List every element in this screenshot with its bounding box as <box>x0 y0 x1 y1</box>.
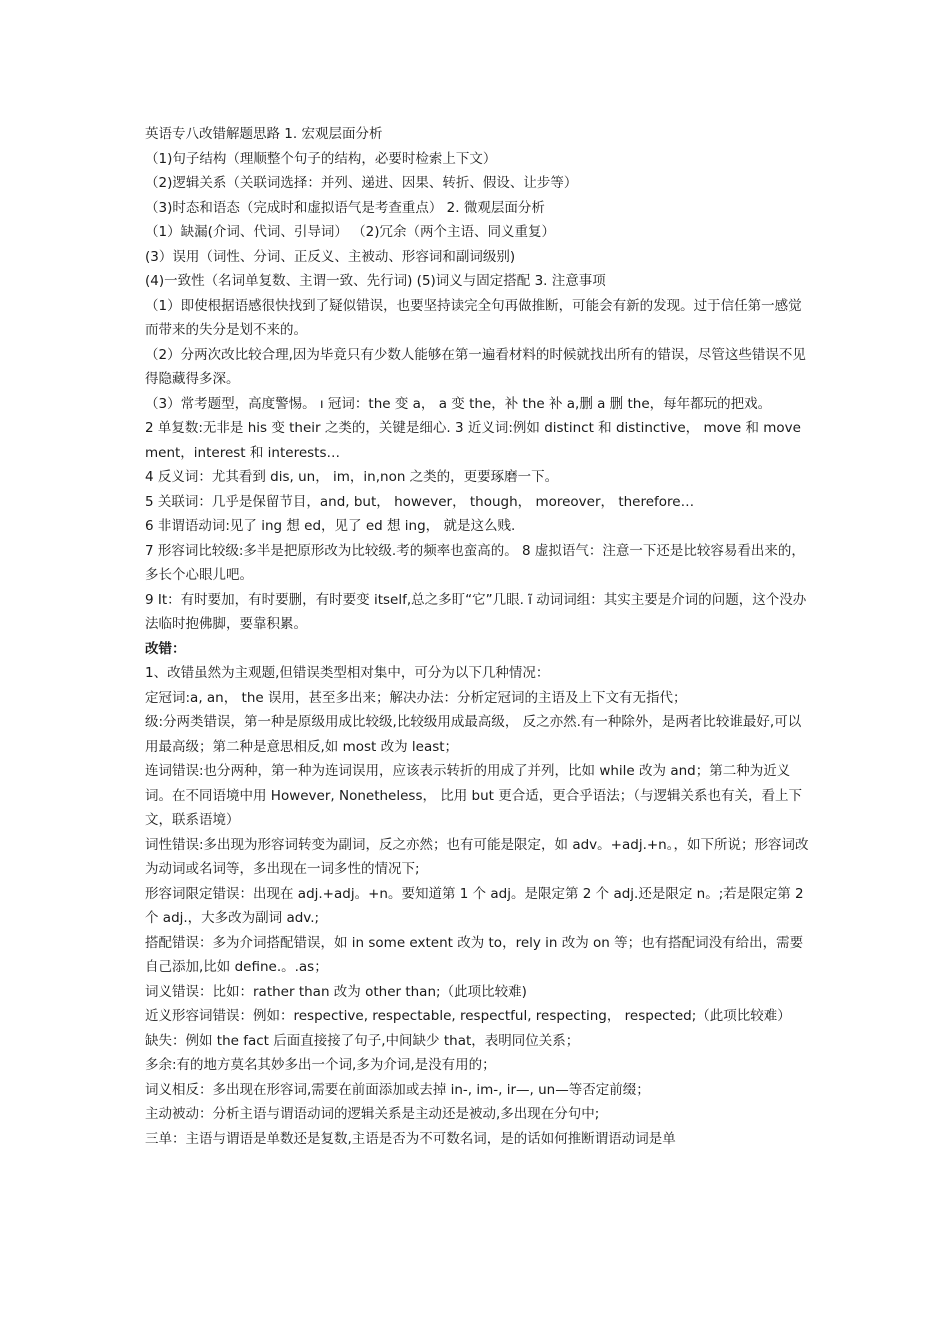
paragraph: 定冠词:a, an， the 误用，甚至多出来；解决办法：分析定冠词的主语及上下文有无指代； <box>145 689 687 706</box>
paragraph: （3）常考题型，高度警惕。 ı 冠词：the 变 a， a 变 the，补 the 补 a,删 a 删 the，每年都玩的把戏。 <box>145 395 772 412</box>
paragraph: （1）即使根据语感很快找到了疑似错误，也要坚持读完全句再做推断，可能会有新的发现。过于信任第一感觉而带来的失分是划不来的。 <box>145 297 802 338</box>
paragraph: 5 关联词：几乎是保留节目，and, but， however， though， moreover， therefore… <box>145 493 695 510</box>
paragraph: 7 形容词比较级:多半是把原形改为比较级.考的频率也蛮高的。 8 虚拟语气：注意一下还是比较容易看出来的，多长个心眼儿吧。 <box>145 542 805 583</box>
document-body <box>145 122 810 1151</box>
paragraph: 形容词限定错误：出现在 adj.+adj。+n。要知道第 1 个 adj。是限定第 2 个 adj.还是限定 n。;若是限定第 2 个 adj.，大多改为副词 adv.; <box>145 885 804 926</box>
paragraph: 缺失：例如 the fact 后面直接接了句子,中间缺少 that，表明同位关系； <box>145 1032 580 1049</box>
paragraph: 英语专八改错解题思路 1. 宏观层面分析 <box>145 126 383 142</box>
paragraph: 词义错误：比如：rather than 改为 other than;（此项比较难) <box>145 983 527 1000</box>
section-heading: 改错： <box>145 640 186 657</box>
paragraph: (3）误用（词性、分词、正反义、主被动、形容词和副词级别) <box>145 248 516 265</box>
paragraph: （1)句子结构（理顺整个句子的结构，必要时检索上下文） <box>145 150 497 167</box>
paragraph: 主动被动：分析主语与谓语动词的逻辑关系是主动还是被动,多出现在分句中; <box>145 1106 600 1122</box>
paragraph: 6 非谓语动词:见了 ing 想 ed，见了 ed 想 ing， 就是这么贱. <box>145 518 516 534</box>
paragraph: 4 反义词：尤其看到 dis, un， im，in,non 之类的，更要琢磨一下。 <box>145 469 559 485</box>
paragraph: （1）缺漏(介词、代词、引导词） （2)冗余（两个主语、同义重复） <box>145 224 556 240</box>
paragraph: 2 单复数:无非是 his 变 their 之类的，关键是细心. 3 近义词:例如 distinct 和 distinctive， move 和 movement，interest 和 interests… <box>145 420 801 461</box>
paragraph: 三单：主语与谓语是单数还是复数,主语是否为不可数名词，是的话如何推断谓语动词是单 <box>145 1130 676 1147</box>
paragraph: (4)一致性（名词单复数、主谓一致、先行词) (5)词义与固定搭配 3. 注意事项 <box>145 273 606 289</box>
paragraph: （2)逻辑关系（关联词选择：并列、递进、因果、转折、假设、让步等） <box>145 175 578 191</box>
paragraph: 级:分两类错误，第一种是原级用成比较级,比较级用成最高级， 反之亦然.有一种除外，是两者比较谁最好,可以用最高级；第二种是意思相反,如 most 改为 least； <box>145 714 802 755</box>
paragraph: （3)时态和语态（完成时和虚拟语气是考查重点） 2. 微观层面分析 <box>145 199 545 216</box>
paragraph: 9 It：有时要加，有时要删，有时要变 itself,总之多盯“它”几眼. ı̃ 动词词组：其实主要是介词的问题，这个没办法临时抱佛脚，要靠积累。 <box>145 591 807 632</box>
paragraph: 近义形容词错误：例如：respective, respectable, respectful, respecting， respected;（此项比较难） <box>145 1008 791 1024</box>
paragraph: 词义相反：多出现在形容词,需要在前面添加或去掉 in-, im-, ir—, un—等否定前缀； <box>145 1081 650 1098</box>
paragraph: 搭配错误：多为介词搭配错误，如 in some extent 改为 to，rely in 改为 on 等；也有搭配词没有给出，需要自己添加,比如 define.。.as； <box>145 934 804 975</box>
paragraph: （2）分两次改比较合理,因为毕竟只有少数人能够在第一遍看材料的时候就找出所有的错误，尽管这些错误不见得隐藏得多深。 <box>145 346 806 387</box>
paragraph: 多余:有的地方莫名其妙多出一个词,多为介词,是没有用的； <box>145 1057 496 1073</box>
paragraph: 连词错误:也分两种，第一种为连词误用，应该表示转折的用成了并列，比如 while 改为 and；第二种为近义词。在不同语境中用 However, Nonetheless， 比用 but 更合适，更合乎语法；（与逻辑关系也有关，看上下文，联系语境） <box>145 763 803 828</box>
paragraph: 词性错误:多出现为形容词转变为副词，反之亦然；也有可能是限定，如 adv。+adj.+n。，如下所说；形容词改为动词或名词等，多出现在一词多性的情况下; <box>145 836 809 877</box>
paragraph: 1、改错虽然为主观题,但错误类型相对集中，可分为以下几种情况： <box>145 665 550 681</box>
